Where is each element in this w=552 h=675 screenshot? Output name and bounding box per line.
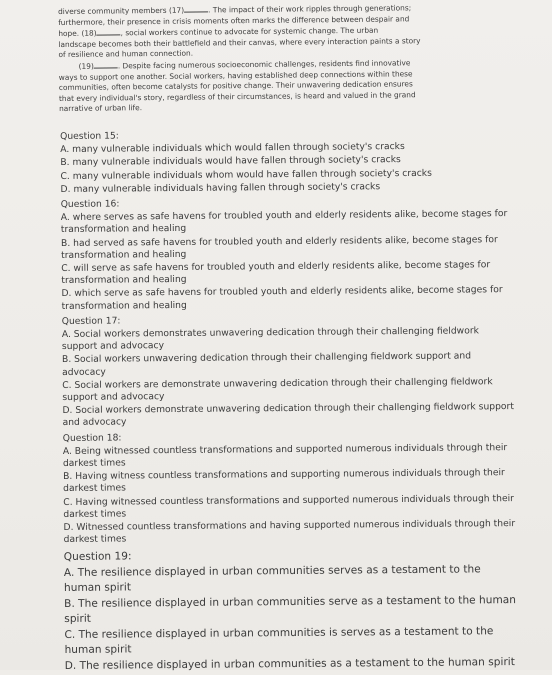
option-a[interactable]: A. Social workers demonstrates unwavering dedication through their challenging fieldwork support and advocacy xyxy=(61,325,479,353)
option-d[interactable]: D. which serve as safe havens for troubled youth and elderly residents alike, become stages for transformation and healing xyxy=(61,284,503,312)
option-c[interactable]: C. many vulnerable individuals whom would have fallen through society's cracks xyxy=(60,167,432,182)
passage-text: . The impact of their work ripples through generations; xyxy=(208,3,412,15)
reading-passage xyxy=(58,1,499,115)
option-a[interactable]: A. where serves as safe havens for troubled youth and elderly residents alike, become stages for transformation and healing xyxy=(60,208,508,236)
option-b[interactable]: B. had served as safe havens for troubled youth and elderly residents alike, become stages for transformation and healing xyxy=(60,233,498,261)
option-c[interactable]: C. will serve as safe havens for troubled youth and elderly residents alike, become stages for transformation and healing xyxy=(61,259,491,287)
option-a[interactable]: A. Being witnessed countless transformations and supported numerous individuals through their darkest times xyxy=(62,441,508,470)
question-19 xyxy=(64,546,520,674)
passage-line: communities, often become catalysts for positive change. Their unwavering dedication ensures xyxy=(58,79,413,93)
passage-text: diverse community members (17) xyxy=(58,5,185,16)
passage-text: (19) xyxy=(78,61,94,71)
option-b[interactable]: B. The resilience displayed in urban communities serve as a testament to the human spirit xyxy=(64,593,517,625)
question-16 xyxy=(61,195,517,313)
question-17 xyxy=(62,312,518,430)
passage-line: landscape becomes both their battlefield and their canvas, where every interaction paints a story xyxy=(58,35,421,49)
answer-blank-18 xyxy=(97,28,121,36)
question-label: Question 19: xyxy=(63,549,132,563)
option-d[interactable]: D. Witnessed countless transformations and having supported numerous individuals through their darkest times xyxy=(63,518,516,546)
passage-line: of resilience and human connection. xyxy=(58,48,194,60)
option-c[interactable]: C. Having witnessed countless transformations and supported numerous individuals through their darkest times xyxy=(63,492,514,520)
option-a[interactable]: A. many vulnerable individuals which would fallen through society's cracks xyxy=(60,141,405,156)
option-b[interactable]: B. many vulnerable individuals would have fallen through society's cracks xyxy=(60,154,401,169)
answer-blank-19 xyxy=(94,60,118,68)
option-d[interactable]: D. Social workers demonstrate unwavering dedication through their challenging fieldwork support and advocacy xyxy=(62,401,514,429)
option-d[interactable]: D. many vulnerable individuals having fallen through society's cracks xyxy=(60,181,381,195)
question-list xyxy=(60,124,520,675)
question-label: Question 17: xyxy=(61,315,121,327)
question-label: Question 18: xyxy=(62,432,122,444)
question-label: Question 16: xyxy=(60,198,120,211)
passage-line: furthermore, their presence in crisis moments often marks the difference between despair and xyxy=(58,13,410,27)
passage-text: , social workers continue to advocate for systemic change. The urban xyxy=(120,25,379,38)
question-label: Question 15: xyxy=(60,130,119,142)
passage-line: ways to support one another. Social workers, having established deep connections within these xyxy=(58,68,413,82)
option-b[interactable]: B. Social workers unwavering dedication through their challenging fieldwork support and advocacy xyxy=(61,350,472,378)
option-d[interactable]: D. The resilience displayed in urban communities as a testament to the human spirit xyxy=(64,655,515,672)
option-c[interactable]: C. The resilience displayed in urban communities is serves as a testament to the human spirit xyxy=(64,624,494,656)
answer-blank-17 xyxy=(184,4,208,12)
question-15 xyxy=(60,127,516,196)
passage-line: narrative of urban life. xyxy=(59,103,143,114)
question-18 xyxy=(63,429,519,547)
passage-line: that every individual's story, regardless of their circumstances, is heard and valued in the grand xyxy=(58,90,416,103)
passage-text: . Despite facing numerous socioeconomic challenges, residents find innovative xyxy=(117,58,411,71)
passage-text: hope. (18) xyxy=(58,28,97,39)
option-b[interactable]: B. Having witness countless transformations and supporting numerous individuals through their darkest times xyxy=(62,467,505,495)
option-a[interactable]: A. The resilience displayed in urban communities serves as a testament to the human spirit xyxy=(63,562,481,594)
option-c[interactable]: C. Social workers are demonstrate unwavering dedication through their challenging fieldwork support and advocacy xyxy=(62,376,493,404)
